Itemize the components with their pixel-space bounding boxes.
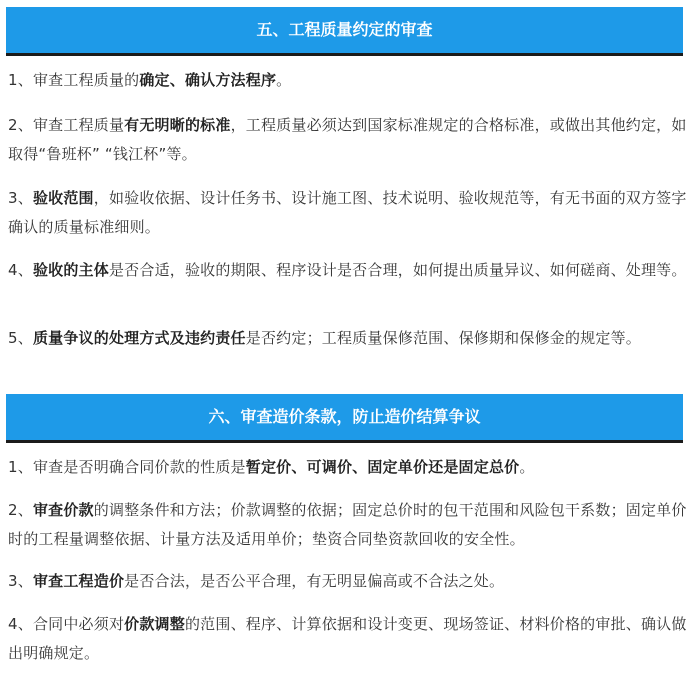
item-emphasis: 有无明晰的标准 bbox=[124, 116, 231, 134]
item-emphasis: 确定、确认方法程序 bbox=[139, 71, 277, 89]
item-text: ，工程质量必须达到国家标准规定的合格标准，或做出其他约定，如取得“鲁班杯” “钱江杯”等。 bbox=[8, 116, 687, 163]
item-emphasis: 质量争议的处理方式及违约责任 bbox=[32, 329, 246, 347]
item-text: 的范围、程序、计算依据和设计变更、现场签证、材料价格的审批、确认做出明确规定。 bbox=[8, 615, 687, 662]
list-item bbox=[8, 610, 688, 668]
item-emphasis: 审查价款 bbox=[32, 501, 94, 519]
item-text: 。 bbox=[519, 458, 535, 476]
section-title: 六、审查造价条款，防止造价结算争议 bbox=[208, 407, 481, 426]
item-text: 是否合法，是否公平合理，有无明显偏高或不合法之处。 bbox=[124, 572, 505, 590]
item-text: 5、 bbox=[8, 329, 33, 347]
item-text: 4、合同中必须对 bbox=[8, 615, 125, 633]
item-emphasis: 价款调整 bbox=[124, 615, 185, 633]
item-text: 4、 bbox=[8, 261, 33, 279]
list-item bbox=[8, 324, 688, 353]
section-title: 五、工程质量约定的审查 bbox=[256, 20, 433, 39]
item-text: 是否约定；工程质量保修范围、保修期和保修金的规定等。 bbox=[245, 329, 641, 347]
item-text: 1、审查是否明确合同价款的性质是 bbox=[8, 458, 246, 476]
item-text: 3、 bbox=[8, 189, 33, 207]
item-text: 2、 bbox=[8, 501, 33, 519]
list-item bbox=[8, 184, 688, 242]
list-item bbox=[8, 66, 688, 95]
section-header-pricing bbox=[6, 394, 683, 443]
item-emphasis: 验收范围 bbox=[32, 189, 94, 207]
item-text: ，如验收依据、设计任务书、设计施工图、技术说明、验收规范等，有无书面的双方签字确认的质量标准细则。 bbox=[8, 189, 687, 236]
item-text: 的调整条件和方法；价款调整的依据；固定总价时的包干范围和风险包干系数；固定单价时的工程量调整依据、计量方法及适用单价；垫资合同垫资款回收的安全性。 bbox=[8, 501, 687, 548]
section-header-quality bbox=[6, 7, 683, 56]
list-item bbox=[8, 496, 688, 554]
item-emphasis: 暂定价、可调价、固定单价还是固定总价 bbox=[245, 458, 520, 476]
item-text: 2、审查工程质量 bbox=[8, 116, 125, 134]
item-text: 1、审查工程质量的 bbox=[8, 71, 140, 89]
item-emphasis: 审查工程造价 bbox=[32, 572, 125, 590]
list-item bbox=[8, 453, 688, 482]
list-item bbox=[8, 567, 688, 596]
item-text: 。 bbox=[276, 71, 292, 89]
item-text: 是否合适，验收的期限、程序设计是否合理，如何提出质量异议、如何磋商、处理等。 bbox=[108, 261, 687, 279]
item-text: 3、 bbox=[8, 572, 33, 590]
item-emphasis: 验收的主体 bbox=[32, 261, 109, 279]
list-item bbox=[8, 256, 688, 285]
list-item bbox=[8, 111, 688, 169]
